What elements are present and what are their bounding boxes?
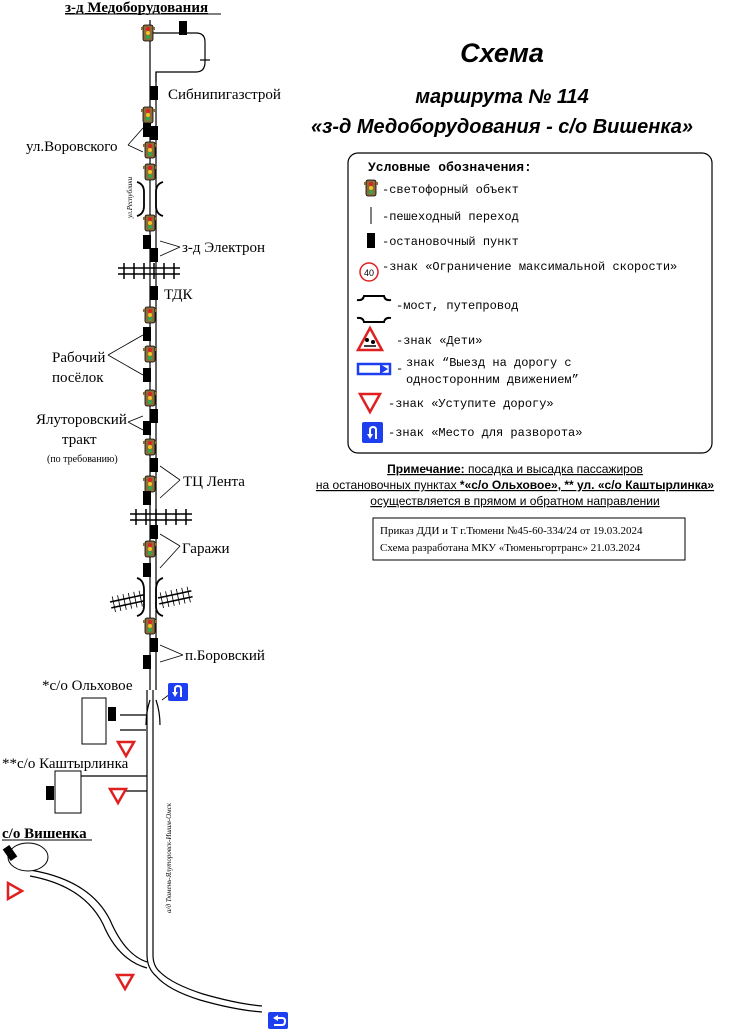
stop-labels (2, 0, 281, 842)
stop-yalut-note: (по требованию) (47, 454, 118, 465)
legend (348, 153, 712, 453)
traffic-light-icon (141, 107, 155, 123)
note-line-3: осуществляется в прямом и обратном направлении (370, 494, 660, 508)
railway-icon (157, 586, 194, 609)
legend-children: -знак «Дети» (396, 334, 483, 348)
stop-marker (143, 327, 151, 341)
stop-olhovoe-label: *с/о Ольховое (42, 678, 133, 694)
railway-icon (109, 590, 146, 613)
stop-marker (143, 368, 151, 382)
note-line-1: Примечание: посадка и высадка пассажиров (387, 462, 643, 476)
legend-traffic-light-icon (364, 180, 378, 196)
svg-text:40: 40 (363, 268, 375, 278)
traffic-light-icon (143, 346, 157, 362)
legend-speed: -знак «Ограничение максимальной скорости» (382, 260, 678, 274)
traffic-light-icon (143, 390, 157, 406)
legend-stop: -остановочный пункт (382, 235, 519, 249)
stop-marker (143, 655, 151, 669)
legend-bridge: -мост, путепровод (396, 299, 519, 313)
stop-marker (150, 409, 158, 423)
stop-yalut-label-2: тракт (62, 432, 97, 448)
stop-vorovskogo-label: ул.Воровского (26, 139, 118, 155)
title-line-3: «з-д Медоборудования - с/о Вишенка» (310, 116, 694, 138)
legend-oneway-icon (358, 364, 390, 374)
stop-garazhi-label: Гаражи (182, 541, 230, 557)
uturn-sign-end (268, 1012, 288, 1029)
uturn-sign-olhovoe (168, 683, 188, 701)
note (316, 462, 715, 508)
yield-sign-icon (110, 789, 126, 803)
traffic-light-icon (143, 307, 157, 323)
road-highway-label: а/д Тюмень-Ялуторовск-Ишим-Омск (165, 802, 173, 913)
traffic-light-icon (143, 164, 157, 180)
stop-electron-label: з-д Электрон (182, 240, 266, 256)
traffic-light-icon (143, 142, 157, 158)
traffic-light-icon (143, 476, 157, 492)
yield-sign-icon (117, 975, 133, 989)
note-line-2: на остановочных пунктах *«с/о Ольховое», ** ул. «с/о Каштырлинка» (315, 478, 715, 492)
stop-start-label: з-д Медоборудования (65, 0, 209, 16)
stop-rabochiy-label-2: посёлок (52, 370, 104, 386)
yield-sign-icon (8, 883, 22, 899)
olhovoe-area (82, 698, 106, 744)
stop-marker (143, 491, 151, 505)
title-line-1: Схема (460, 38, 544, 68)
order-line-1: Приказ ДДИ и Т г.Тюмени №45-60-334/24 от 19.03.2024 (380, 525, 643, 537)
legend-yield: -знак «Уступите дорогу» (388, 397, 554, 411)
stop-marker (150, 525, 158, 539)
stop-marker (46, 786, 54, 800)
stop-marker (179, 21, 187, 35)
railway-icon (118, 263, 180, 279)
legend-uturn: -знак «Место для разворота» (388, 426, 583, 440)
stop-marker (143, 123, 151, 137)
legend-heading: Условные обозначения: (368, 160, 532, 175)
title-line-2: маршрута № 114 (415, 86, 589, 108)
legend-crossing: -пешеходный переход (382, 210, 519, 224)
traffic-light-icon (143, 215, 157, 231)
legend-oneway-2: односторонним движением” (406, 373, 579, 387)
order-box (373, 518, 685, 560)
railway-icon (130, 509, 192, 525)
stop-rabochiy-label-1: Рабочий (52, 350, 106, 366)
stop-marker (150, 86, 158, 100)
legend-speed-icon (360, 263, 378, 281)
stop-marker (150, 286, 158, 300)
traffic-light-icon (143, 618, 157, 634)
order-line-2: Схема разработана МКУ «Тюменьгортранс» 21.03.2024 (380, 542, 641, 554)
traffic-light-icon (141, 25, 155, 41)
stop-marker (150, 126, 158, 140)
stop-sibnipi-label: Сибнипигазстрой (168, 87, 281, 103)
stop-yalut-label-1: Ялуторовский (36, 412, 127, 428)
traffic-light-icon (143, 541, 157, 557)
stop-kashtyrlinka-label: **с/о Каштырлинка (2, 756, 129, 772)
legend-stop-icon (367, 233, 375, 248)
kashtyrlinka-area (55, 771, 81, 813)
legend-oneway-1: знак “Выезд на дорогу с (406, 356, 572, 370)
legend-uturn-icon (362, 422, 383, 443)
stop-marker (150, 638, 158, 652)
stop-marker (150, 248, 158, 262)
stop-borovsky-label: п.Боровский (185, 648, 265, 664)
stop-marker (150, 458, 158, 472)
stop-vishenka-label: с/о Вишенка (2, 826, 87, 842)
traffic-light-icon (143, 439, 157, 455)
road-respubliki-label: ул.Республики (126, 176, 134, 218)
yield-sign-icon (118, 742, 134, 756)
stop-lenta-label: ТЦ Лента (183, 474, 245, 490)
stop-marker (143, 421, 151, 435)
legend-traffic-light: -светофорный объект (382, 183, 519, 197)
stop-marker (143, 563, 151, 577)
stop-marker (108, 707, 116, 721)
legend-oneway-dash: - (396, 362, 404, 376)
stop-marker (143, 235, 151, 249)
stop-tdk-label: ТДК (164, 287, 193, 303)
